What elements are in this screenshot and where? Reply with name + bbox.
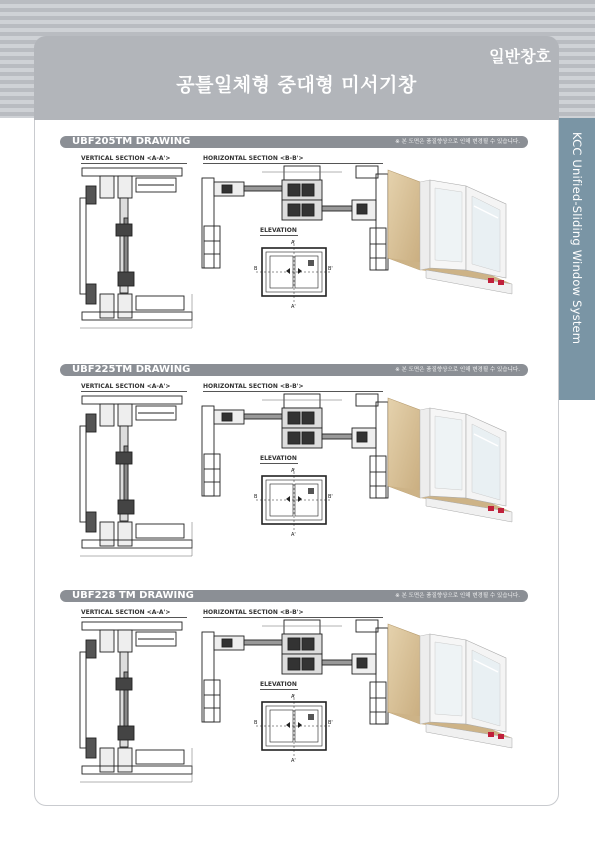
- section-title-bar: [60, 136, 528, 148]
- window-3d-render: [386, 394, 526, 524]
- section-title: UBF225TM DRAWING: [72, 364, 191, 375]
- elevation-mark-b: B: [254, 720, 258, 726]
- elevation-mark-a-prime: A': [291, 532, 296, 538]
- section-title: UBF205TM DRAWING: [72, 136, 191, 147]
- vertical-section-label: VERTICAL SECTION <A-A'>: [81, 609, 171, 616]
- section-title-bar: [60, 590, 528, 602]
- section-note: ※ 본 도면은 품질향상으로 인해 변경될 수 있습니다.: [395, 593, 520, 599]
- label-underline: [81, 617, 187, 618]
- elevation-mark-b-prime: B': [328, 720, 333, 726]
- horizontal-section-label: HORIZONTAL SECTION <B-B'>: [203, 383, 304, 390]
- label-underline: [203, 163, 383, 164]
- elevation-label: ELEVATION: [260, 455, 297, 462]
- label-underline: [203, 617, 383, 618]
- vertical-section-drawing: [80, 166, 200, 336]
- window-3d-render: [386, 166, 526, 296]
- category-label: 일반창호: [489, 47, 551, 66]
- elevation-mark-a: A: [291, 468, 295, 474]
- vertical-section-label: VERTICAL SECTION <A-A'>: [81, 155, 171, 162]
- elevation-mark-b: B: [254, 266, 258, 272]
- vertical-section-label: VERTICAL SECTION <A-A'>: [81, 383, 171, 390]
- elevation-mark-b: B: [254, 494, 258, 500]
- label-underline: [260, 689, 298, 690]
- label-underline: [260, 235, 298, 236]
- vertical-section-drawing: [80, 394, 200, 564]
- elevation-label: ELEVATION: [260, 681, 297, 688]
- section-note: ※ 본 도면은 품질향상으로 인해 변경될 수 있습니다.: [395, 139, 520, 145]
- section-title: UBF228 TM DRAWING: [72, 590, 194, 601]
- label-underline: [81, 163, 187, 164]
- label-underline: [203, 391, 383, 392]
- elevation-mark-a: A: [291, 240, 295, 246]
- elevation-label: ELEVATION: [260, 227, 297, 234]
- elevation-drawing: [256, 692, 338, 762]
- section-note: ※ 본 도면은 품질향상으로 인해 변경될 수 있습니다.: [395, 367, 520, 373]
- elevation-mark-b-prime: B': [328, 266, 333, 272]
- side-tab-text: KCC Unified-Sliding Window System: [570, 132, 584, 345]
- elevation-mark-a-prime: A': [291, 304, 296, 310]
- horizontal-section-label: HORIZONTAL SECTION <B-B'>: [203, 155, 304, 162]
- elevation-drawing: [256, 238, 338, 308]
- label-underline: [260, 463, 298, 464]
- section-title-bar: [60, 364, 528, 376]
- vertical-section-drawing: [80, 620, 200, 790]
- elevation-drawing: [256, 466, 338, 536]
- elevation-mark-a: A: [291, 694, 295, 700]
- page-title: 공틀일체형 중대형 미서기창: [176, 74, 417, 96]
- window-3d-render: [386, 620, 526, 750]
- label-underline: [81, 391, 187, 392]
- elevation-mark-b-prime: B': [328, 494, 333, 500]
- horizontal-section-label: HORIZONTAL SECTION <B-B'>: [203, 609, 304, 616]
- elevation-mark-a-prime: A': [291, 758, 296, 764]
